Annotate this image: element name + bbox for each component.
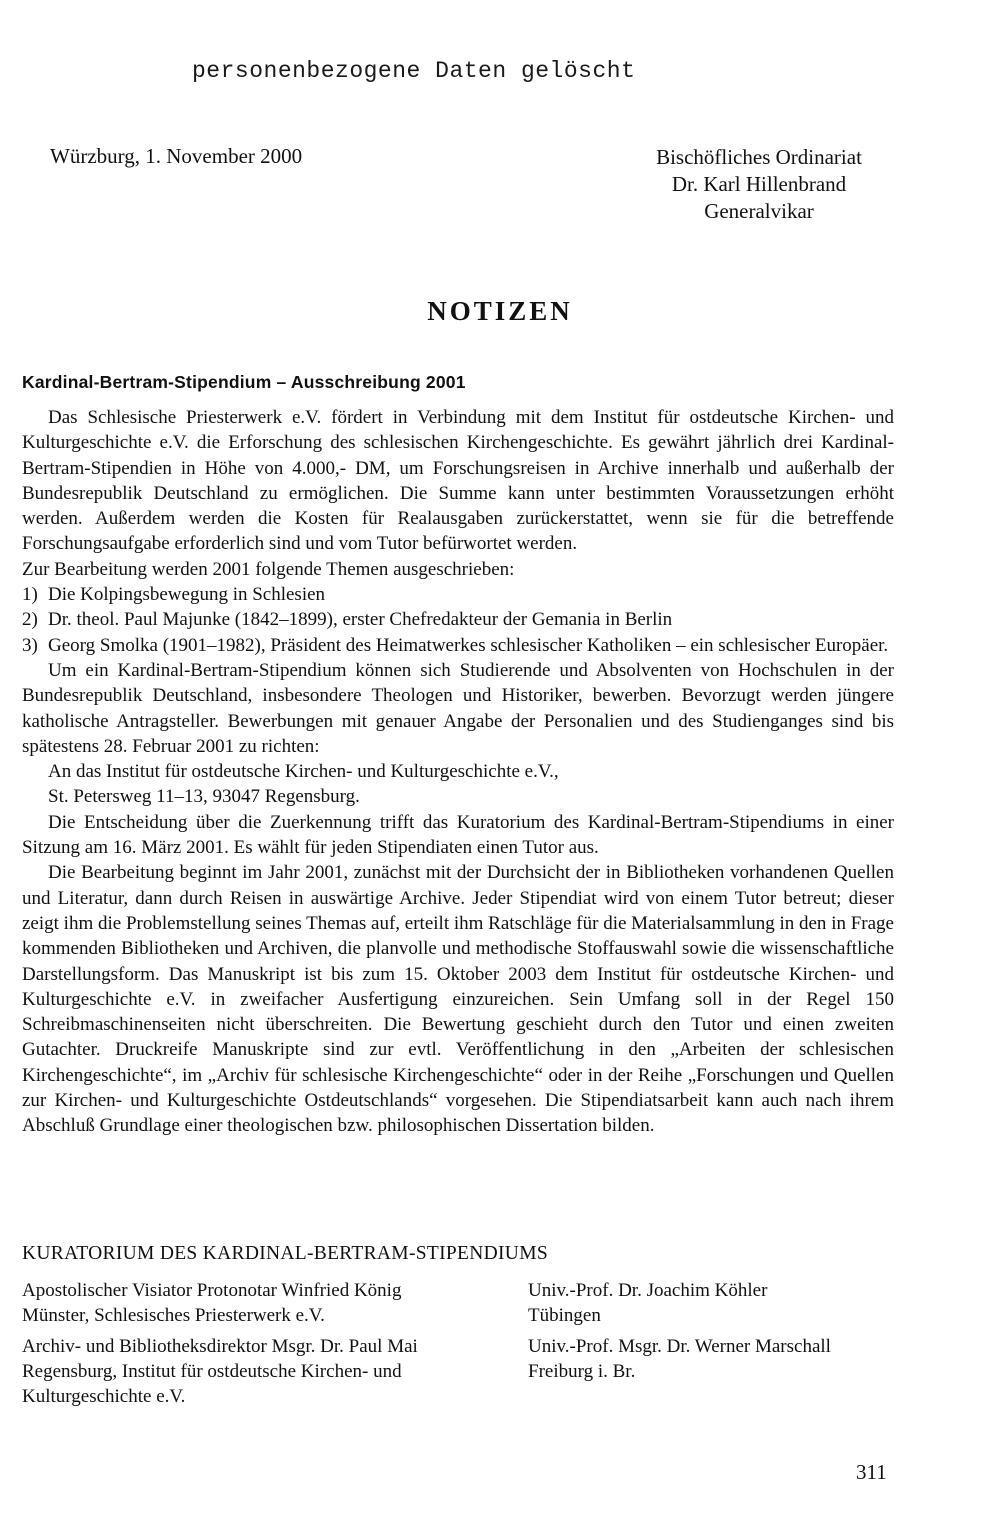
theme-item — [22, 582, 894, 607]
member-line: Univ.-Prof. Msgr. Dr. Werner Marschall — [528, 1336, 831, 1357]
theme-number: 2) — [22, 609, 38, 631]
address-line: An das Institut für ostdeutsche Kirchen- und Kulturgeschichte e.V., — [48, 761, 559, 783]
privacy-stamp: personenbezogene Daten gelöscht — [192, 58, 636, 84]
theme-text: Dr. theol. Paul Majunke (1842–1899), erster Chefredakteur der Gemania in Berlin — [48, 609, 673, 631]
member-line: Archiv- und Bibliotheksdirektor Msgr. Dr. Paul Mai — [22, 1336, 418, 1357]
member-entry — [22, 1334, 528, 1409]
member-entry — [528, 1334, 922, 1409]
address-line: St. Petersweg 11–13, 93047 Regensburg. — [48, 786, 360, 808]
member-line: Kulturgeschichte e.V. — [22, 1386, 186, 1407]
theme-number: 3) — [22, 634, 38, 656]
member-line: Münster, Schlesisches Priesterwerk e.V. — [22, 1305, 325, 1326]
sender-line: Generalvikar — [704, 199, 814, 223]
theme-item — [22, 607, 894, 632]
kuratorium-members — [22, 1278, 922, 1415]
place-date: Würzburg, 1. November 2000 — [50, 144, 303, 168]
themes-intro: Zur Bearbeitung werden 2001 folgende Themen ausgeschrieben: — [22, 558, 515, 580]
member-row — [22, 1334, 922, 1409]
member-entry — [22, 1278, 528, 1328]
paragraph-decision: Die Entscheidung über die Zuerkennung trifft das Kuratorium des Kardinal-Bertram-Stipendiums in einer Sitzung am 16. März 2001. Es wählt für jeden Stipendiaten einen Tutor aus. — [22, 811, 894, 859]
article-body — [22, 405, 894, 1139]
page-number: 311 — [856, 1460, 887, 1484]
theme-item — [22, 633, 894, 658]
member-row — [22, 1278, 922, 1328]
theme-text: Georg Smolka (1901–1982), Präsident des Heimatwerkes schlesischer Katholiken – ein schlesischer Europäer. — [48, 634, 889, 656]
theme-text: Die Kolpingsbewegung in Schlesien — [48, 584, 326, 606]
member-line: Apostolischer Visiator Protonotar Winfried König — [22, 1280, 402, 1301]
sender-block — [600, 144, 918, 225]
kuratorium-heading: KURATORIUM DES KARDINAL-BERTRAM-STIPENDIUMS — [22, 1243, 548, 1264]
paragraph-funding: Das Schlesische Priesterwerk e.V. fördert in Verbindung mit dem Institut für ostdeutsche Kirchen- und Kulturgeschichte e.V. die Erforschung des schlesischen Kirchengeschichte. Es gewährt jährlich drei Kardinal-Bertram-Stipendien in Höhe von 4.000,- DM, um Forschungsreisen in Archive innerhalb und außerhalb der Bundesrepublik Deutschland zu ermöglichen. Die Summe kann unter bestimmten Voraussetzungen erhöht werden. Außerdem werden die Kosten für Realausgaben zurückerstattet, wenn sie für die betreffende Forschungsaufgabe erforderlich sind und vom Tutor befürwortet werden. — [22, 407, 894, 555]
article-title: Kardinal-Bertram-Stipendium – Ausschreibung 2001 — [22, 372, 466, 392]
member-entry — [528, 1278, 922, 1328]
member-line: Regensburg, Institut für ostdeutsche Kirchen- und — [22, 1361, 402, 1382]
sender-line: Bischöfliches Ordinariat — [656, 145, 862, 169]
theme-number: 1) — [22, 584, 38, 606]
paragraph-eligibility: Um ein Kardinal-Bertram-Stipendium können sich Studierende und Absolventen von Hochschulen in der Bundesrepublik Deutschland, insbesondere Theologen und Historiker, bewerben. Bevorzugt werden jüngere katholische Antragsteller. Bewerbungen mit genauer Angabe der Personalien und des Studienganges sind bis spätestens 28. Februar 2001 zu richten: — [22, 659, 894, 757]
member-line: Tübingen — [528, 1305, 601, 1326]
sender-line: Dr. Karl Hillenbrand — [671, 172, 847, 196]
section-title: NOTIZEN — [427, 296, 573, 326]
member-line: Univ.-Prof. Dr. Joachim Köhler — [528, 1280, 768, 1301]
paragraph-procedure: Die Bearbeitung beginnt im Jahr 2001, zunächst mit der Durchsicht der in Bibliotheken vorhandenen Quellen und Literatur, dann durch Reisen in auswärtige Archive. Jeder Stipendiat wird von einem Tutor betreut; dieser zeigt ihm die Problemstellung seines Themas auf, erteilt ihm Ratschläge für die Materialsammlung in den in Frage kommenden Bibliotheken und Archiven, die planvolle und methodische Stoffauswahl sowie die wissenschaftliche Darstellungsform. Das Manuskript ist bis zum 15. Oktober 2003 dem Institut für ostdeutsche Kirchen- und Kulturgeschichte e.V. in zweifacher Ausfertigung einzureichen. Sein Umfang soll in der Regel 150 Schreibmaschinenseiten nicht überschreiten. Die Bewertung geschieht durch den Tutor und einen zweiten Gutachter. Druckreife Manuskripte sind zur evtl. Veröffentlichung in den „Arbeiten der schlesischen Kirchengeschichte“, im „Archiv für schlesische Kirchengeschichte“ oder in der Reihe „Forschungen und Quellen zur Kirchen- und Kulturgeschichte Ostdeutschlands“ vorgesehen. Die Stipendiatsarbeit kann auch nach ihrem Abschluß Grundlage einer theologischen bzw. philosophischen Dissertation bilden. — [22, 862, 894, 1137]
member-line: Freiburg i. Br. — [528, 1361, 636, 1382]
